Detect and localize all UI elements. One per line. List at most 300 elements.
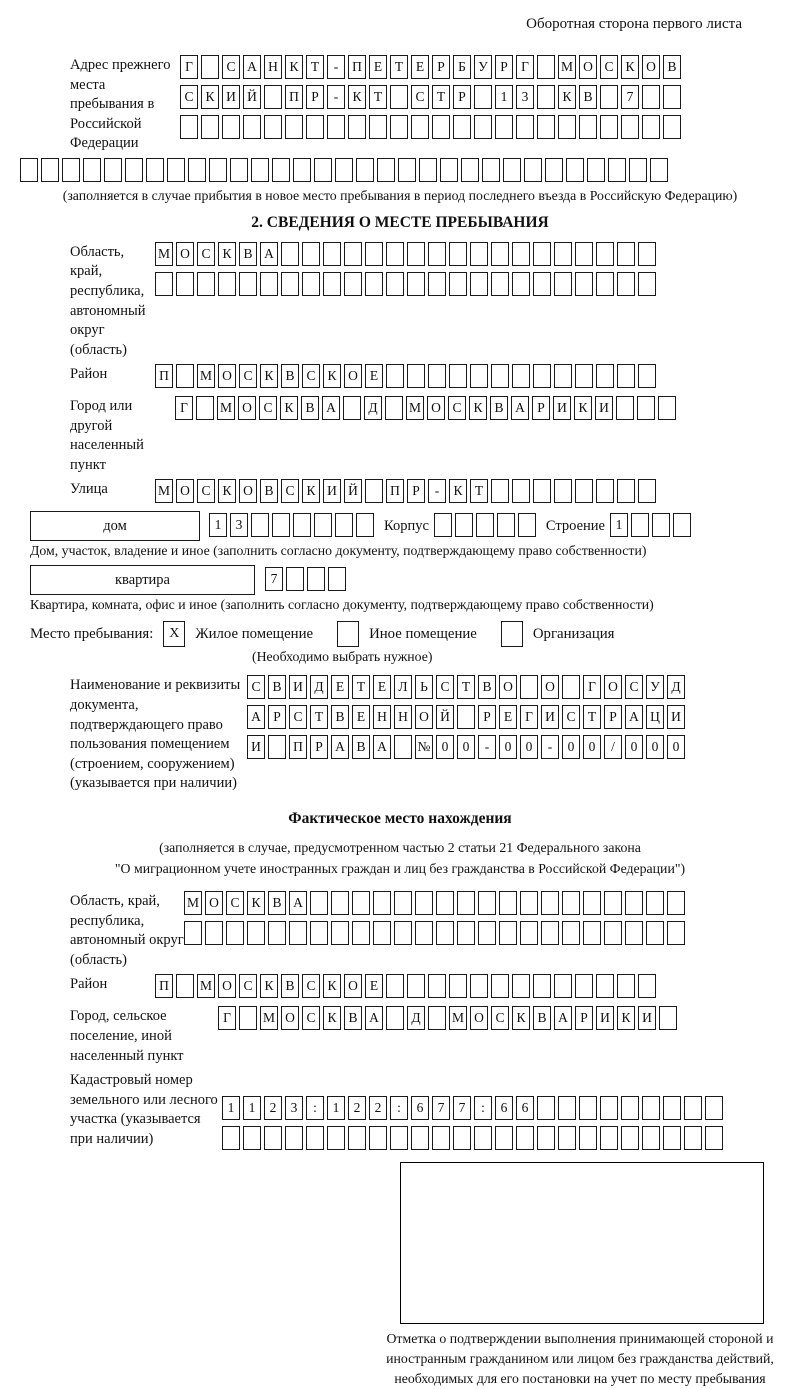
- char-box[interactable]: [667, 921, 685, 945]
- char-box[interactable]: [663, 1096, 681, 1120]
- char-box[interactable]: [407, 364, 425, 388]
- char-box[interactable]: [470, 364, 488, 388]
- char-box[interactable]: [344, 242, 362, 266]
- char-box[interactable]: [491, 364, 509, 388]
- char-box[interactable]: [583, 921, 601, 945]
- char-box[interactable]: А: [260, 242, 278, 266]
- char-box[interactable]: Р: [306, 85, 324, 109]
- char-box[interactable]: [335, 158, 353, 182]
- char-box[interactable]: [293, 158, 311, 182]
- char-box[interactable]: К: [617, 1006, 635, 1030]
- char-box[interactable]: [596, 974, 614, 998]
- char-box[interactable]: [176, 364, 194, 388]
- char-box[interactable]: Р: [478, 705, 496, 729]
- char-box[interactable]: И: [247, 735, 265, 759]
- char-box[interactable]: 0: [436, 735, 454, 759]
- char-box[interactable]: [415, 891, 433, 915]
- char-box[interactable]: [226, 921, 244, 945]
- char-box[interactable]: [306, 115, 324, 139]
- char-box[interactable]: [638, 479, 656, 503]
- char-box[interactable]: 0: [646, 735, 664, 759]
- char-box[interactable]: О: [415, 705, 433, 729]
- char-box[interactable]: К: [302, 479, 320, 503]
- char-box[interactable]: [201, 115, 219, 139]
- char-box[interactable]: Г: [520, 705, 538, 729]
- char-box[interactable]: [516, 115, 534, 139]
- char-box[interactable]: [476, 513, 494, 537]
- char-box[interactable]: О: [541, 675, 559, 699]
- char-box[interactable]: [512, 242, 530, 266]
- char-box[interactable]: А: [289, 891, 307, 915]
- char-box[interactable]: [197, 272, 215, 296]
- char-box[interactable]: [562, 675, 580, 699]
- char-box[interactable]: С: [289, 705, 307, 729]
- char-box[interactable]: С: [302, 364, 320, 388]
- char-box[interactable]: 1: [209, 513, 227, 537]
- char-box[interactable]: [356, 158, 374, 182]
- char-box[interactable]: [673, 513, 691, 537]
- char-box[interactable]: О: [176, 479, 194, 503]
- char-box[interactable]: 7: [432, 1096, 450, 1120]
- char-box[interactable]: К: [574, 396, 592, 420]
- char-box[interactable]: [356, 513, 374, 537]
- char-box[interactable]: Г: [218, 1006, 236, 1030]
- char-box[interactable]: [285, 115, 303, 139]
- char-box[interactable]: 1: [495, 85, 513, 109]
- char-box[interactable]: [155, 272, 173, 296]
- char-box[interactable]: 0: [583, 735, 601, 759]
- char-box[interactable]: [617, 242, 635, 266]
- char-box[interactable]: У: [646, 675, 664, 699]
- char-box[interactable]: А: [331, 735, 349, 759]
- char-box[interactable]: О: [205, 891, 223, 915]
- char-box[interactable]: Т: [352, 675, 370, 699]
- char-box[interactable]: И: [541, 705, 559, 729]
- char-box[interactable]: [600, 1096, 618, 1120]
- char-box[interactable]: Ь: [415, 675, 433, 699]
- char-box[interactable]: И: [667, 705, 685, 729]
- char-box[interactable]: Д: [364, 396, 382, 420]
- char-box[interactable]: [306, 1126, 324, 1150]
- char-box[interactable]: [449, 364, 467, 388]
- char-box[interactable]: [310, 891, 328, 915]
- char-box[interactable]: О: [281, 1006, 299, 1030]
- char-box[interactable]: Н: [373, 705, 391, 729]
- char-box[interactable]: Т: [583, 705, 601, 729]
- char-box[interactable]: Р: [604, 705, 622, 729]
- char-box[interactable]: [176, 974, 194, 998]
- char-box[interactable]: [167, 158, 185, 182]
- char-box[interactable]: Е: [411, 55, 429, 79]
- char-box[interactable]: 2: [348, 1096, 366, 1120]
- char-box[interactable]: [449, 272, 467, 296]
- char-box[interactable]: Г: [175, 396, 193, 420]
- char-box[interactable]: [436, 891, 454, 915]
- char-box[interactable]: Г: [516, 55, 534, 79]
- char-box[interactable]: К: [285, 55, 303, 79]
- char-box[interactable]: [637, 396, 655, 420]
- char-box[interactable]: [629, 158, 647, 182]
- char-box[interactable]: И: [323, 479, 341, 503]
- char-box[interactable]: Р: [532, 396, 550, 420]
- char-box[interactable]: [541, 921, 559, 945]
- char-box[interactable]: [642, 1126, 660, 1150]
- char-box[interactable]: 0: [562, 735, 580, 759]
- char-box[interactable]: [20, 158, 38, 182]
- char-box[interactable]: [474, 115, 492, 139]
- char-box[interactable]: [474, 1126, 492, 1150]
- char-box[interactable]: Р: [268, 705, 286, 729]
- char-box[interactable]: [617, 272, 635, 296]
- char-box[interactable]: С: [239, 364, 257, 388]
- char-box[interactable]: [251, 513, 269, 537]
- checkbox-inoe[interactable]: [337, 621, 359, 647]
- char-box[interactable]: Р: [453, 85, 471, 109]
- char-box[interactable]: С: [247, 675, 265, 699]
- char-box[interactable]: [146, 158, 164, 182]
- char-box[interactable]: [343, 396, 361, 420]
- char-box[interactable]: К: [201, 85, 219, 109]
- char-box[interactable]: П: [386, 479, 404, 503]
- char-box[interactable]: [533, 479, 551, 503]
- char-box[interactable]: -: [327, 85, 345, 109]
- char-box[interactable]: [667, 891, 685, 915]
- char-box[interactable]: [411, 1126, 429, 1150]
- char-box[interactable]: [331, 921, 349, 945]
- char-box[interactable]: [617, 974, 635, 998]
- char-box[interactable]: [428, 242, 446, 266]
- char-box[interactable]: О: [218, 974, 236, 998]
- char-box[interactable]: Т: [306, 55, 324, 79]
- char-box[interactable]: [268, 735, 286, 759]
- char-box[interactable]: [512, 974, 530, 998]
- char-box[interactable]: [293, 513, 311, 537]
- char-box[interactable]: [495, 1126, 513, 1150]
- char-box[interactable]: [503, 158, 521, 182]
- char-box[interactable]: [369, 115, 387, 139]
- char-box[interactable]: [642, 1096, 660, 1120]
- char-box[interactable]: С: [448, 396, 466, 420]
- char-box[interactable]: [482, 158, 500, 182]
- char-box[interactable]: [554, 364, 572, 388]
- char-box[interactable]: [180, 115, 198, 139]
- char-box[interactable]: Р: [495, 55, 513, 79]
- char-box[interactable]: М: [197, 974, 215, 998]
- char-box[interactable]: [386, 242, 404, 266]
- char-box[interactable]: [251, 158, 269, 182]
- char-box[interactable]: [125, 158, 143, 182]
- char-box[interactable]: [307, 567, 325, 591]
- char-box[interactable]: И: [638, 1006, 656, 1030]
- house-type-box[interactable]: дом: [30, 511, 200, 541]
- char-box[interactable]: [554, 974, 572, 998]
- char-box[interactable]: [520, 921, 538, 945]
- char-box[interactable]: [604, 891, 622, 915]
- char-box[interactable]: К: [469, 396, 487, 420]
- char-box[interactable]: П: [348, 55, 366, 79]
- char-box[interactable]: [461, 158, 479, 182]
- char-box[interactable]: Е: [331, 675, 349, 699]
- char-box[interactable]: [264, 85, 282, 109]
- char-box[interactable]: 1: [222, 1096, 240, 1120]
- char-box[interactable]: С: [222, 55, 240, 79]
- char-box[interactable]: [268, 921, 286, 945]
- char-box[interactable]: [616, 396, 634, 420]
- char-box[interactable]: [495, 115, 513, 139]
- char-box[interactable]: [390, 85, 408, 109]
- char-box[interactable]: [239, 1006, 257, 1030]
- char-box[interactable]: [646, 891, 664, 915]
- char-box[interactable]: 0: [499, 735, 517, 759]
- char-box[interactable]: Д: [667, 675, 685, 699]
- char-box[interactable]: [541, 891, 559, 915]
- char-box[interactable]: 1: [327, 1096, 345, 1120]
- char-box[interactable]: [533, 974, 551, 998]
- char-box[interactable]: [478, 921, 496, 945]
- char-box[interactable]: [201, 55, 219, 79]
- char-box[interactable]: К: [558, 85, 576, 109]
- char-box[interactable]: [474, 85, 492, 109]
- char-box[interactable]: В: [301, 396, 319, 420]
- char-box[interactable]: [470, 974, 488, 998]
- char-box[interactable]: [428, 974, 446, 998]
- char-box[interactable]: [407, 242, 425, 266]
- char-box[interactable]: Р: [407, 479, 425, 503]
- char-box[interactable]: [558, 1096, 576, 1120]
- char-box[interactable]: [285, 1126, 303, 1150]
- char-box[interactable]: 0: [625, 735, 643, 759]
- char-box[interactable]: [432, 1126, 450, 1150]
- char-box[interactable]: [457, 891, 475, 915]
- char-box[interactable]: [218, 272, 236, 296]
- char-box[interactable]: [247, 921, 265, 945]
- char-box[interactable]: [533, 364, 551, 388]
- char-box[interactable]: [579, 1096, 597, 1120]
- char-box[interactable]: [394, 735, 412, 759]
- char-box[interactable]: В: [663, 55, 681, 79]
- char-box[interactable]: 3: [285, 1096, 303, 1120]
- char-box[interactable]: [281, 242, 299, 266]
- char-box[interactable]: Й: [344, 479, 362, 503]
- char-box[interactable]: [390, 1126, 408, 1150]
- char-box[interactable]: [455, 513, 473, 537]
- char-box[interactable]: О: [470, 1006, 488, 1030]
- char-box[interactable]: [537, 1096, 555, 1120]
- char-box[interactable]: [554, 242, 572, 266]
- char-box[interactable]: Г: [180, 55, 198, 79]
- char-box[interactable]: [394, 921, 412, 945]
- char-box[interactable]: М: [217, 396, 235, 420]
- char-box[interactable]: М: [197, 364, 215, 388]
- char-box[interactable]: [310, 921, 328, 945]
- char-box[interactable]: В: [281, 974, 299, 998]
- char-box[interactable]: [621, 1126, 639, 1150]
- char-box[interactable]: [286, 567, 304, 591]
- char-box[interactable]: [386, 1006, 404, 1030]
- char-box[interactable]: [415, 921, 433, 945]
- char-box[interactable]: [631, 513, 649, 537]
- char-box[interactable]: [658, 396, 676, 420]
- char-box[interactable]: О: [239, 479, 257, 503]
- char-box[interactable]: [600, 85, 618, 109]
- char-box[interactable]: [554, 272, 572, 296]
- char-box[interactable]: -: [541, 735, 559, 759]
- char-box[interactable]: В: [260, 479, 278, 503]
- char-box[interactable]: М: [155, 479, 173, 503]
- char-box[interactable]: [434, 513, 452, 537]
- char-box[interactable]: М: [558, 55, 576, 79]
- char-box[interactable]: Р: [310, 735, 328, 759]
- char-box[interactable]: С: [180, 85, 198, 109]
- char-box[interactable]: [491, 242, 509, 266]
- char-box[interactable]: [512, 479, 530, 503]
- char-box[interactable]: [575, 272, 593, 296]
- char-box[interactable]: В: [331, 705, 349, 729]
- char-box[interactable]: Н: [264, 55, 282, 79]
- char-box[interactable]: 6: [516, 1096, 534, 1120]
- char-box[interactable]: К: [348, 85, 366, 109]
- char-box[interactable]: К: [621, 55, 639, 79]
- char-box[interactable]: [537, 115, 555, 139]
- char-box[interactable]: [617, 364, 635, 388]
- char-box[interactable]: А: [243, 55, 261, 79]
- char-box[interactable]: [537, 1126, 555, 1150]
- char-box[interactable]: С: [302, 1006, 320, 1030]
- char-box[interactable]: [621, 115, 639, 139]
- char-box[interactable]: К: [218, 479, 236, 503]
- char-box[interactable]: [188, 158, 206, 182]
- char-box[interactable]: В: [344, 1006, 362, 1030]
- char-box[interactable]: :: [390, 1096, 408, 1120]
- char-box[interactable]: [512, 272, 530, 296]
- char-box[interactable]: С: [197, 479, 215, 503]
- char-box[interactable]: [512, 364, 530, 388]
- char-box[interactable]: [440, 158, 458, 182]
- char-box[interactable]: И: [553, 396, 571, 420]
- char-box[interactable]: [625, 921, 643, 945]
- char-box[interactable]: М: [449, 1006, 467, 1030]
- char-box[interactable]: [491, 974, 509, 998]
- char-box[interactable]: [604, 921, 622, 945]
- char-box[interactable]: [575, 479, 593, 503]
- char-box[interactable]: [638, 272, 656, 296]
- char-box[interactable]: [663, 115, 681, 139]
- char-box[interactable]: В: [268, 675, 286, 699]
- char-box[interactable]: [432, 115, 450, 139]
- char-box[interactable]: [314, 513, 332, 537]
- char-box[interactable]: 6: [411, 1096, 429, 1120]
- char-box[interactable]: Р: [575, 1006, 593, 1030]
- char-box[interactable]: [579, 115, 597, 139]
- char-box[interactable]: [705, 1096, 723, 1120]
- char-box[interactable]: [407, 974, 425, 998]
- char-box[interactable]: [272, 158, 290, 182]
- char-box[interactable]: [411, 115, 429, 139]
- char-box[interactable]: [600, 115, 618, 139]
- char-box[interactable]: С: [600, 55, 618, 79]
- char-box[interactable]: В: [239, 242, 257, 266]
- char-box[interactable]: Т: [470, 479, 488, 503]
- char-box[interactable]: С: [625, 675, 643, 699]
- char-box[interactable]: [352, 921, 370, 945]
- char-box[interactable]: [243, 115, 261, 139]
- char-box[interactable]: О: [642, 55, 660, 79]
- checkbox-organizaciya[interactable]: [501, 621, 523, 647]
- char-box[interactable]: Ц: [646, 705, 664, 729]
- char-box[interactable]: [264, 115, 282, 139]
- char-box[interactable]: [407, 272, 425, 296]
- char-box[interactable]: [419, 158, 437, 182]
- char-box[interactable]: [377, 158, 395, 182]
- char-box[interactable]: И: [222, 85, 240, 109]
- char-box[interactable]: [209, 158, 227, 182]
- char-box[interactable]: [642, 85, 660, 109]
- char-box[interactable]: [386, 974, 404, 998]
- char-box[interactable]: [524, 158, 542, 182]
- char-box[interactable]: В: [268, 891, 286, 915]
- char-box[interactable]: [398, 158, 416, 182]
- char-box[interactable]: И: [596, 1006, 614, 1030]
- char-box[interactable]: 1: [243, 1096, 261, 1120]
- char-box[interactable]: 3: [516, 85, 534, 109]
- char-box[interactable]: О: [344, 974, 362, 998]
- apartment-type-box[interactable]: квартира: [30, 565, 255, 595]
- char-box[interactable]: 0: [457, 735, 475, 759]
- char-box[interactable]: [575, 242, 593, 266]
- char-box[interactable]: [289, 921, 307, 945]
- char-box[interactable]: Д: [310, 675, 328, 699]
- char-box[interactable]: А: [554, 1006, 572, 1030]
- char-box[interactable]: [470, 242, 488, 266]
- char-box[interactable]: Л: [394, 675, 412, 699]
- char-box[interactable]: Й: [436, 705, 454, 729]
- char-box[interactable]: [646, 921, 664, 945]
- char-box[interactable]: [663, 1126, 681, 1150]
- char-box[interactable]: [386, 364, 404, 388]
- char-box[interactable]: А: [625, 705, 643, 729]
- char-box[interactable]: [596, 242, 614, 266]
- char-box[interactable]: [596, 364, 614, 388]
- char-box[interactable]: Т: [432, 85, 450, 109]
- char-box[interactable]: [272, 513, 290, 537]
- char-box[interactable]: [457, 705, 475, 729]
- char-box[interactable]: Г: [583, 675, 601, 699]
- char-box[interactable]: О: [499, 675, 517, 699]
- char-box[interactable]: [663, 85, 681, 109]
- char-box[interactable]: Й: [243, 85, 261, 109]
- char-box[interactable]: -: [428, 479, 446, 503]
- char-box[interactable]: Е: [365, 974, 383, 998]
- char-box[interactable]: Е: [373, 675, 391, 699]
- char-box[interactable]: [518, 513, 536, 537]
- char-box[interactable]: К: [323, 364, 341, 388]
- char-box[interactable]: [579, 1126, 597, 1150]
- char-box[interactable]: [533, 242, 551, 266]
- char-box[interactable]: 7: [265, 567, 283, 591]
- char-box[interactable]: [222, 1126, 240, 1150]
- char-box[interactable]: [520, 891, 538, 915]
- char-box[interactable]: С: [491, 1006, 509, 1030]
- char-box[interactable]: /: [604, 735, 622, 759]
- char-box[interactable]: Д: [407, 1006, 425, 1030]
- char-box[interactable]: А: [373, 735, 391, 759]
- char-box[interactable]: 2: [264, 1096, 282, 1120]
- char-box[interactable]: С: [259, 396, 277, 420]
- char-box[interactable]: [684, 1126, 702, 1150]
- char-box[interactable]: [184, 921, 202, 945]
- char-box[interactable]: А: [511, 396, 529, 420]
- char-box[interactable]: [537, 85, 555, 109]
